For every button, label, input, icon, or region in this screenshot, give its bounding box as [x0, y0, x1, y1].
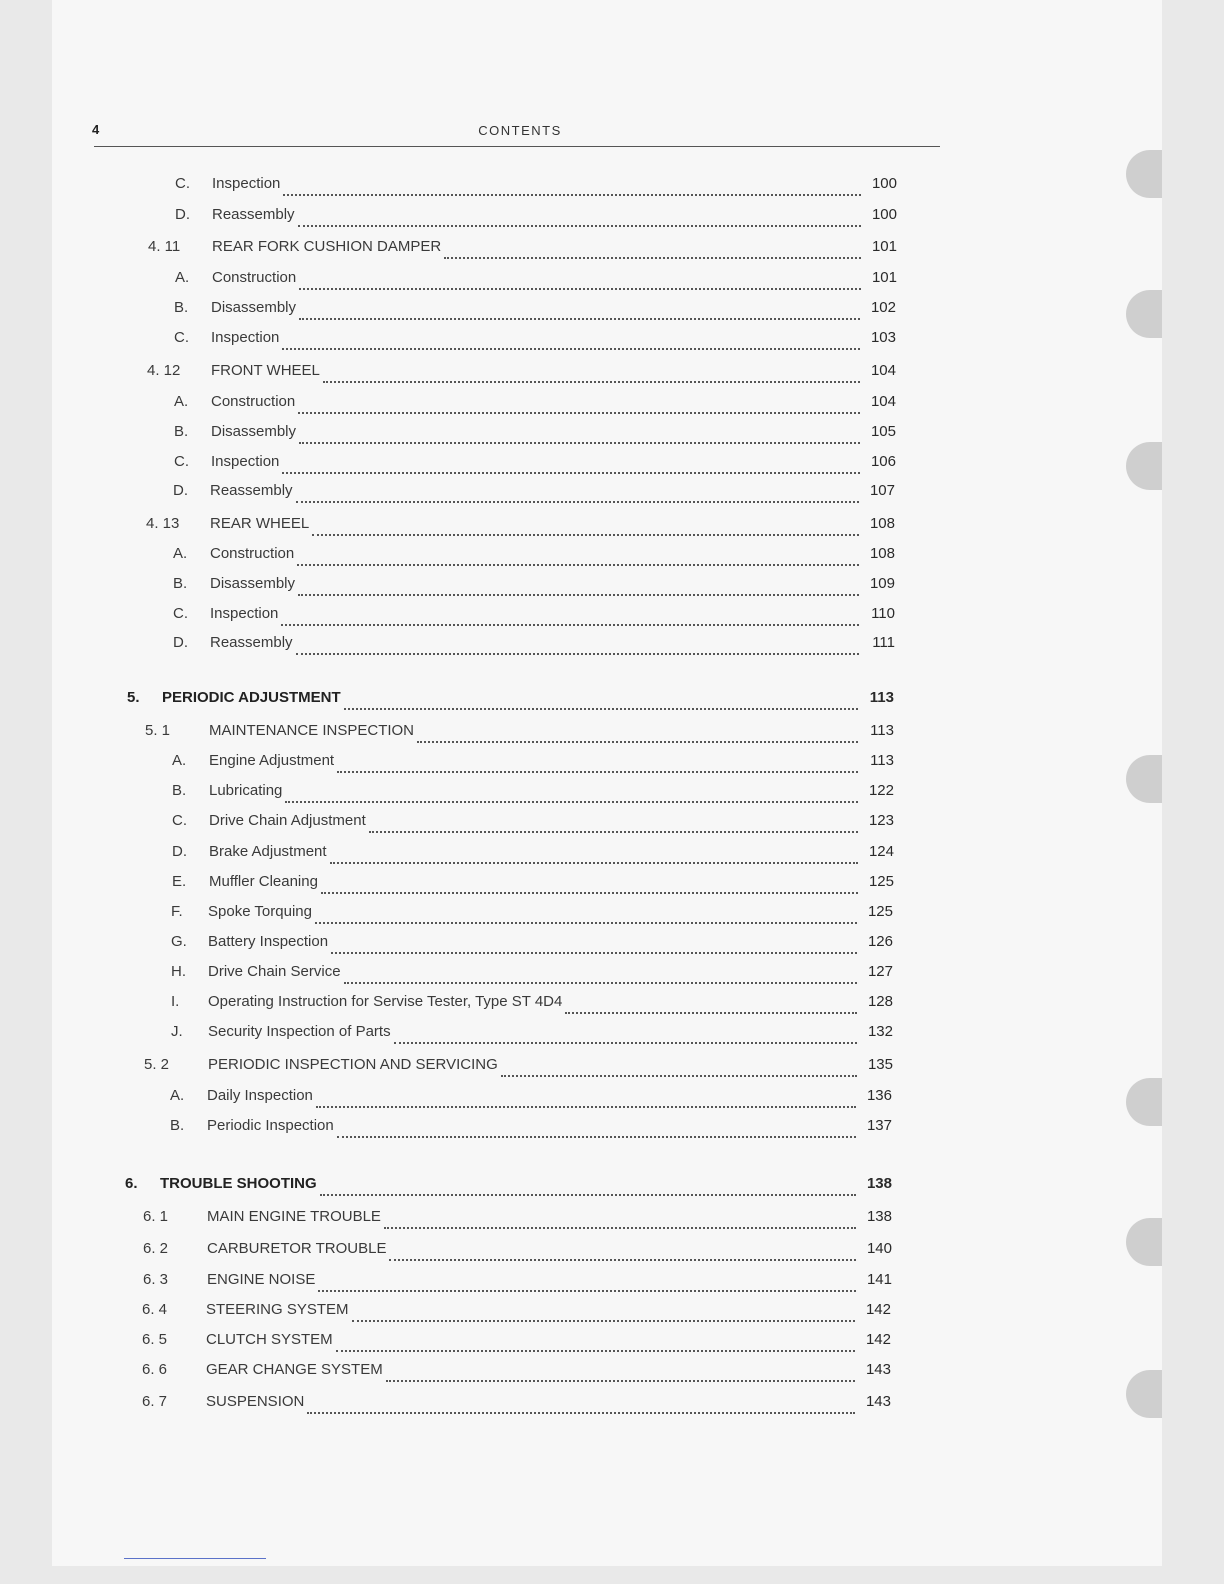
toc-entry-title-group — [207, 1268, 856, 1292]
toc-entry-title-group — [209, 870, 858, 894]
toc-entry-title: Construction — [210, 545, 295, 562]
toc-entry-title: CARBURETOR TROUBLE — [207, 1240, 387, 1257]
toc-entry-title-group — [160, 1172, 856, 1196]
toc-entry-number: J. — [171, 1023, 183, 1040]
toc-entry-page: 140 — [866, 1240, 892, 1257]
toc-entry-page: 143 — [865, 1393, 891, 1410]
toc-entry — [0, 779, 1000, 803]
toc-entry-title: FRONT WHEEL — [211, 362, 320, 379]
toc-entry-number: D. — [173, 482, 188, 499]
toc-entry-page: 106 — [870, 453, 896, 470]
toc-entry-title: Operating Instruction for Servise Tester, Type ST 4D4 — [208, 993, 563, 1010]
toc-entry — [0, 296, 1000, 320]
dot-leader — [296, 485, 859, 503]
toc-entry-number: C. — [172, 812, 187, 829]
toc-entry-number: F. — [171, 903, 183, 920]
toc-entry-title: GEAR CHANGE SYSTEM — [206, 1361, 383, 1378]
dot-leader — [299, 272, 861, 290]
toc-entry-page: 105 — [870, 423, 896, 440]
toc-entry — [0, 990, 1000, 1014]
toc-entry-page: 100 — [871, 206, 897, 223]
toc-entry-number: 6. 5 — [142, 1331, 168, 1348]
toc-entry-number: H. — [171, 963, 186, 980]
toc-entry-title: Spoke Torquing — [208, 903, 312, 920]
toc-entry — [0, 840, 1000, 864]
toc-entry — [0, 479, 1000, 503]
toc-entry-title-group — [208, 900, 857, 924]
toc-entry-title-group — [209, 840, 858, 864]
toc-entry — [0, 900, 1000, 924]
toc-entry-title-group — [210, 572, 859, 596]
header-divider — [94, 146, 940, 147]
dot-leader — [417, 725, 858, 743]
dot-leader — [307, 1396, 855, 1414]
toc-entry-title-group — [210, 512, 859, 536]
toc-entry-title-group — [212, 203, 861, 227]
toc-entry-page: 125 — [868, 873, 894, 890]
toc-entry-page: 123 — [868, 812, 894, 829]
toc-entry-title-group — [209, 749, 858, 773]
toc-entry — [0, 266, 1000, 290]
toc-entry-title-group — [207, 1084, 856, 1108]
toc-entry-page: 138 — [866, 1208, 892, 1225]
toc-entry-title: REAR WHEEL — [210, 515, 310, 532]
dot-leader — [312, 518, 859, 536]
dot-leader — [298, 396, 860, 414]
dot-leader — [336, 1334, 855, 1352]
toc-entry — [0, 450, 1000, 474]
dot-leader — [331, 936, 857, 954]
toc-entry-number: C. — [175, 175, 190, 192]
toc-entry — [0, 1268, 1000, 1292]
toc-entry — [0, 235, 1000, 259]
toc-entry-page: 124 — [868, 843, 894, 860]
toc-entry-title-group — [211, 296, 860, 320]
toc-entry-title: Inspection — [210, 605, 279, 622]
dot-leader — [444, 241, 861, 259]
dot-leader — [565, 996, 857, 1014]
toc-entry-title-group — [210, 631, 859, 655]
toc-entry-number: A. — [174, 393, 189, 410]
toc-entry-title: Reassembly — [210, 634, 293, 651]
dot-leader — [344, 692, 858, 710]
toc-entry-title-group — [206, 1328, 855, 1352]
toc-entry-page: 109 — [869, 575, 895, 592]
toc-entry-number: D. — [173, 634, 188, 651]
toc-entry — [0, 359, 1000, 383]
toc-entry-page: 103 — [870, 329, 896, 346]
toc-entry-title: TROUBLE SHOOTING — [160, 1175, 317, 1192]
toc-entry-title-group — [208, 1053, 857, 1077]
dot-leader — [394, 1026, 857, 1044]
toc-entry — [0, 930, 1000, 954]
toc-entry-page: 143 — [865, 1361, 891, 1378]
dot-leader — [299, 302, 860, 320]
toc-entry-title-group — [206, 1390, 855, 1414]
dot-leader — [389, 1243, 856, 1261]
toc-entry-title: Disassembly — [211, 423, 297, 440]
toc-entry-title-group — [212, 235, 861, 259]
toc-entry-title: Inspection — [211, 329, 280, 346]
toc-entry — [0, 749, 1000, 773]
toc-entry-page: 101 — [871, 269, 897, 286]
toc-entry — [0, 1328, 1000, 1352]
toc-entry-title-group — [211, 390, 860, 414]
toc-entry-title-group — [162, 686, 858, 710]
toc-entry-title: CLUTCH SYSTEM — [206, 1331, 333, 1348]
dot-leader — [296, 637, 859, 655]
toc-entry-number: 6. 1 — [143, 1208, 169, 1225]
toc-entry-title: SUSPENSION — [206, 1393, 305, 1410]
toc-entry-title-group — [209, 779, 858, 803]
toc-entry — [0, 326, 1000, 350]
dot-leader — [299, 426, 860, 444]
toc-entry-title: MAINTENANCE INSPECTION — [209, 722, 415, 739]
toc-entry-title-group — [210, 542, 859, 566]
dot-leader — [316, 1090, 856, 1108]
toc-entry-number: C. — [173, 605, 188, 622]
toc-entry-number: B. — [174, 299, 189, 316]
toc-entry-number: B. — [170, 1117, 185, 1134]
toc-entry-title-group — [211, 420, 860, 444]
toc-entry-page: 113 — [870, 722, 894, 739]
toc-entry-title-group — [207, 1205, 856, 1229]
dot-leader — [285, 785, 858, 803]
toc-entry-number: A. — [170, 1087, 185, 1104]
toc-entry-number: 6. 7 — [142, 1393, 168, 1410]
dot-leader — [320, 1178, 856, 1196]
toc-entry-number: A. — [172, 752, 187, 769]
toc-entry-title: Engine Adjustment — [209, 752, 335, 769]
toc-entry-page: 132 — [867, 1023, 893, 1040]
toc-entry-title: Construction — [212, 269, 297, 286]
toc-entry-page: 108 — [869, 545, 895, 562]
toc-entry-page: 138 — [866, 1175, 892, 1192]
toc-entry-number: 6. — [125, 1175, 138, 1192]
toc-entry-page: 135 — [867, 1056, 893, 1073]
dot-leader — [330, 846, 858, 864]
toc-entry-page: 104 — [870, 362, 896, 379]
dot-leader — [282, 456, 860, 474]
toc-entry-number: B. — [173, 575, 188, 592]
toc-entry — [0, 870, 1000, 894]
toc-entry-number: B. — [174, 423, 189, 440]
dot-leader — [386, 1364, 855, 1382]
toc-entry — [0, 1358, 1000, 1382]
dot-leader — [298, 578, 859, 596]
toc-entry-page: 128 — [867, 993, 893, 1010]
toc-entry — [0, 602, 1000, 626]
toc-entry-page: 137 — [866, 1117, 892, 1134]
dot-leader — [369, 815, 858, 833]
toc-entry — [0, 572, 1000, 596]
dot-leader — [281, 608, 859, 626]
toc-entry-number: 4. 12 — [147, 362, 181, 379]
toc-entry — [0, 1053, 1000, 1077]
toc-entry — [0, 172, 1000, 196]
toc-entry-number: C. — [174, 329, 189, 346]
toc-entry-title: Inspection — [212, 175, 281, 192]
toc-entry-title-group — [212, 172, 861, 196]
dot-leader — [318, 1274, 856, 1292]
toc-entry-page: 136 — [866, 1087, 892, 1104]
toc-entry-page: 101 — [871, 238, 897, 255]
dot-leader — [297, 548, 859, 566]
toc-entry-title-group — [210, 602, 859, 626]
dot-leader — [323, 365, 860, 383]
toc-entry — [0, 1114, 1000, 1138]
dot-leader — [315, 906, 857, 924]
toc-entry-title: Disassembly — [211, 299, 297, 316]
toc-entry-number: 4. 13 — [146, 515, 180, 532]
toc-entry-page: 142 — [865, 1301, 891, 1318]
toc-entry-title: Daily Inspection — [207, 1087, 313, 1104]
toc-entry-number: A. — [173, 545, 188, 562]
toc-entry-number: G. — [171, 933, 187, 950]
toc-entry-title: Construction — [211, 393, 296, 410]
dot-leader — [337, 755, 858, 773]
toc-entry-title: Brake Adjustment — [209, 843, 327, 860]
toc-entry-page: 110 — [871, 605, 895, 622]
dot-leader — [321, 876, 858, 894]
toc-entry-page: 142 — [865, 1331, 891, 1348]
toc-entry-title-group — [211, 326, 860, 350]
toc-entry-title: MAIN ENGINE TROUBLE — [207, 1208, 381, 1225]
toc-entry-number: 5. 2 — [144, 1056, 170, 1073]
toc-entry — [0, 1205, 1000, 1229]
toc-entry-title: Disassembly — [210, 575, 296, 592]
toc-entry-title-group — [211, 450, 860, 474]
toc-entry — [0, 1237, 1000, 1261]
dot-leader — [298, 209, 861, 227]
toc-entry-page: 122 — [868, 782, 894, 799]
toc-entry-title: Drive Chain Adjustment — [209, 812, 366, 829]
toc-entry — [0, 542, 1000, 566]
page-number: 4 — [92, 122, 100, 137]
toc-entry-page: 127 — [867, 963, 893, 980]
toc-entry-title-group — [209, 809, 858, 833]
toc-entry-page: 113 — [869, 689, 894, 706]
toc-entry-title-group — [208, 1020, 857, 1044]
toc-entry-title-group — [211, 359, 860, 383]
toc-entry-title: STEERING SYSTEM — [206, 1301, 349, 1318]
toc-entry-number: 4. 11 — [148, 238, 181, 255]
toc-entry — [0, 512, 1000, 536]
toc-entry — [0, 960, 1000, 984]
page-title: CONTENTS — [478, 123, 562, 138]
toc-entry-title-group — [208, 960, 857, 984]
toc-entry-number: C. — [174, 453, 189, 470]
toc-entry-page: 125 — [867, 903, 893, 920]
toc-entry-number: I. — [171, 993, 180, 1010]
toc-entry-title: ENGINE NOISE — [207, 1271, 316, 1288]
toc-entry — [0, 203, 1000, 227]
toc-entry-page: 102 — [870, 299, 896, 316]
toc-entry — [0, 1172, 1000, 1196]
toc-entry-title: REAR FORK CUSHION DAMPER — [212, 238, 442, 255]
toc-entry-title: PERIODIC INSPECTION AND SERVICING — [208, 1056, 498, 1073]
toc-entry-number: 6. 6 — [142, 1361, 168, 1378]
toc-entry-title-group — [206, 1298, 855, 1322]
dot-leader — [344, 966, 857, 984]
toc-entry-title: Lubricating — [209, 782, 283, 799]
toc-entry — [0, 631, 1000, 655]
dot-leader — [352, 1304, 855, 1322]
toc-entry — [0, 390, 1000, 414]
toc-entry-page: 104 — [870, 393, 896, 410]
toc-entry-title: Battery Inspection — [208, 933, 329, 950]
toc-entry-number: B. — [172, 782, 187, 799]
toc-entry-title: Reassembly — [212, 206, 295, 223]
toc-entry-title: Drive Chain Service — [208, 963, 341, 980]
dot-leader — [282, 332, 860, 350]
toc-entry — [0, 686, 1000, 710]
toc-entry-title-group — [208, 930, 857, 954]
toc-entry-page: 126 — [867, 933, 893, 950]
toc-entry-title-group — [206, 1358, 855, 1382]
toc-entry-number: 6. 2 — [143, 1240, 169, 1257]
toc-entry-page: 113 — [870, 752, 894, 769]
toc-entry-number: A. — [175, 269, 190, 286]
toc-entry — [0, 809, 1000, 833]
toc-entry-title-group — [210, 479, 859, 503]
toc-entry-title-group — [208, 990, 857, 1014]
toc-entry-page: 111 — [872, 634, 895, 651]
toc-entry-title: Periodic Inspection — [207, 1117, 334, 1134]
toc-entry-number: 5. 1 — [145, 722, 171, 739]
toc-entry-page: 141 — [866, 1271, 892, 1288]
toc-entry — [0, 1020, 1000, 1044]
toc-entry-title-group — [207, 1237, 856, 1261]
toc-entry — [0, 420, 1000, 444]
toc-entry — [0, 1390, 1000, 1414]
toc-entry-page: 108 — [869, 515, 895, 532]
toc-entry-page: 107 — [869, 482, 895, 499]
toc-entry-number: D. — [172, 843, 187, 860]
toc-entry-title-group — [207, 1114, 856, 1138]
toc-entry-title: Inspection — [211, 453, 280, 470]
toc-entry-title: Muffler Cleaning — [209, 873, 318, 890]
dot-leader — [384, 1211, 856, 1229]
toc-entry-title: Security Inspection of Parts — [208, 1023, 391, 1040]
dot-leader — [501, 1059, 857, 1077]
toc-entry-number: D. — [175, 206, 190, 223]
toc-entry-title: Reassembly — [210, 482, 293, 499]
toc-entry-title-group — [209, 719, 858, 743]
toc-entry-title: PERIODIC ADJUSTMENT — [162, 689, 341, 706]
toc-entry — [0, 1084, 1000, 1108]
toc-entry-title-group — [212, 266, 861, 290]
toc-entry-number: 5. — [127, 689, 140, 706]
link-underline — [124, 1558, 266, 1559]
toc-entry-number: 6. 3 — [143, 1271, 169, 1288]
toc-entry-number: 6. 4 — [142, 1301, 168, 1318]
toc-entry-page: 100 — [871, 175, 897, 192]
dot-leader — [337, 1120, 856, 1138]
toc-entry-number: E. — [172, 873, 187, 890]
toc-entry — [0, 1298, 1000, 1322]
toc-entry — [0, 719, 1000, 743]
dot-leader — [283, 178, 861, 196]
